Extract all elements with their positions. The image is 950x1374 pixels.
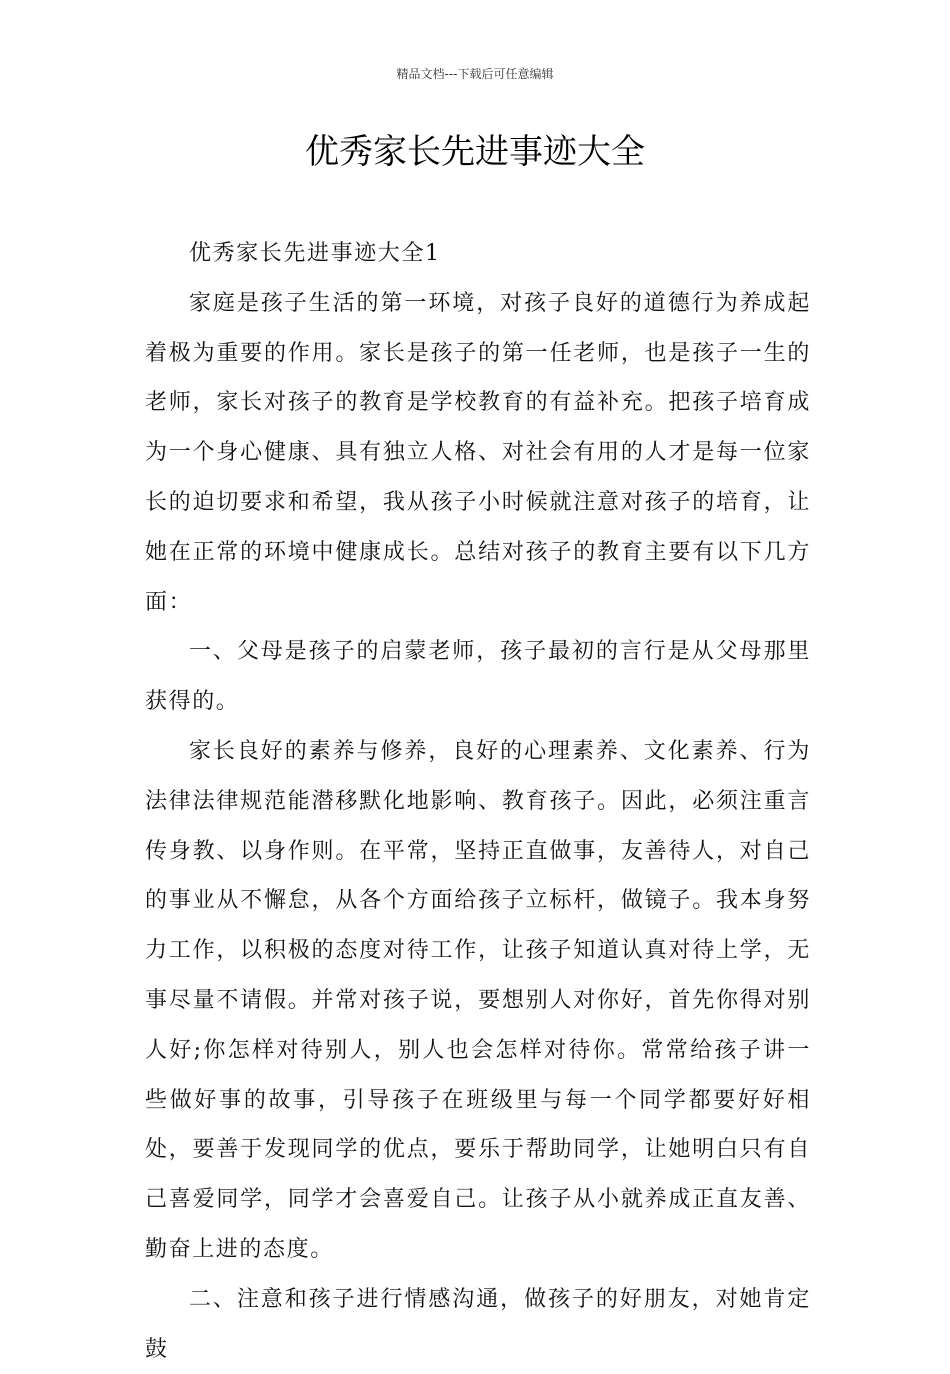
document-title: 优秀家长先进事迹大全 [305,132,645,172]
paragraph-point-one-detail: 家长良好的素养与修养，良好的心理素养、文化素养、行为法律法律规范能潜移默化地影响、教育孩子。因此，必须注重言传身教、以身作则。在平常，坚持正直做事，友善待人，对自己的事业从不懈怠，从各个方面给孩子立标杆，做镜子。我本身努力工作，以积极的态度对待工作，让孩子知道认真对待上学，无事尽量不请假。并常对孩子说，要想别人对你好，首先你得对别人好;你怎样对待别人，别人也会怎样对待你。常常给孩子讲一些做好事的故事，引导孩子在班级里与每一个同学都要好好相处，要善于发现同学的优点，要乐于帮助同学，让她明白只有自己喜爱同学，同学才会喜爱自己。让孩子从小就养成正直友善、勤奋上进的态度。 [145,738,811,1262]
document-body [145,229,811,1374]
header-note: 精品文档---下载后可任意编辑 [396,67,554,81]
paragraph-point-one: 一、父母是孩子的启蒙老师，孩子最初的言行是从父母那里获得的。 [145,639,811,715]
paragraph-point-two: 二、注意和孩子进行情感沟通，做孩子的好朋友，对她肯定鼓 [145,1286,811,1362]
paragraph-subtitle: 优秀家长先进事迹大全1 [189,241,441,266]
paragraph-intro: 家庭是孩子生活的第一环境，对孩子良好的道德行为养成起着极为重要的作用。家长是孩子的第一任老师，也是孩子一生的老师，家长对孩子的教育是学校教育的有益补充。把孩子培育成为一个身心健康、具有独立人格、对社会有用的人才是每一位家长的迫切要求和希望，我从孩子小时候就注意对孩子的培育，让她在正常的环境中健康成长。总结对孩子的教育主要有以下几方面： [145,290,811,615]
